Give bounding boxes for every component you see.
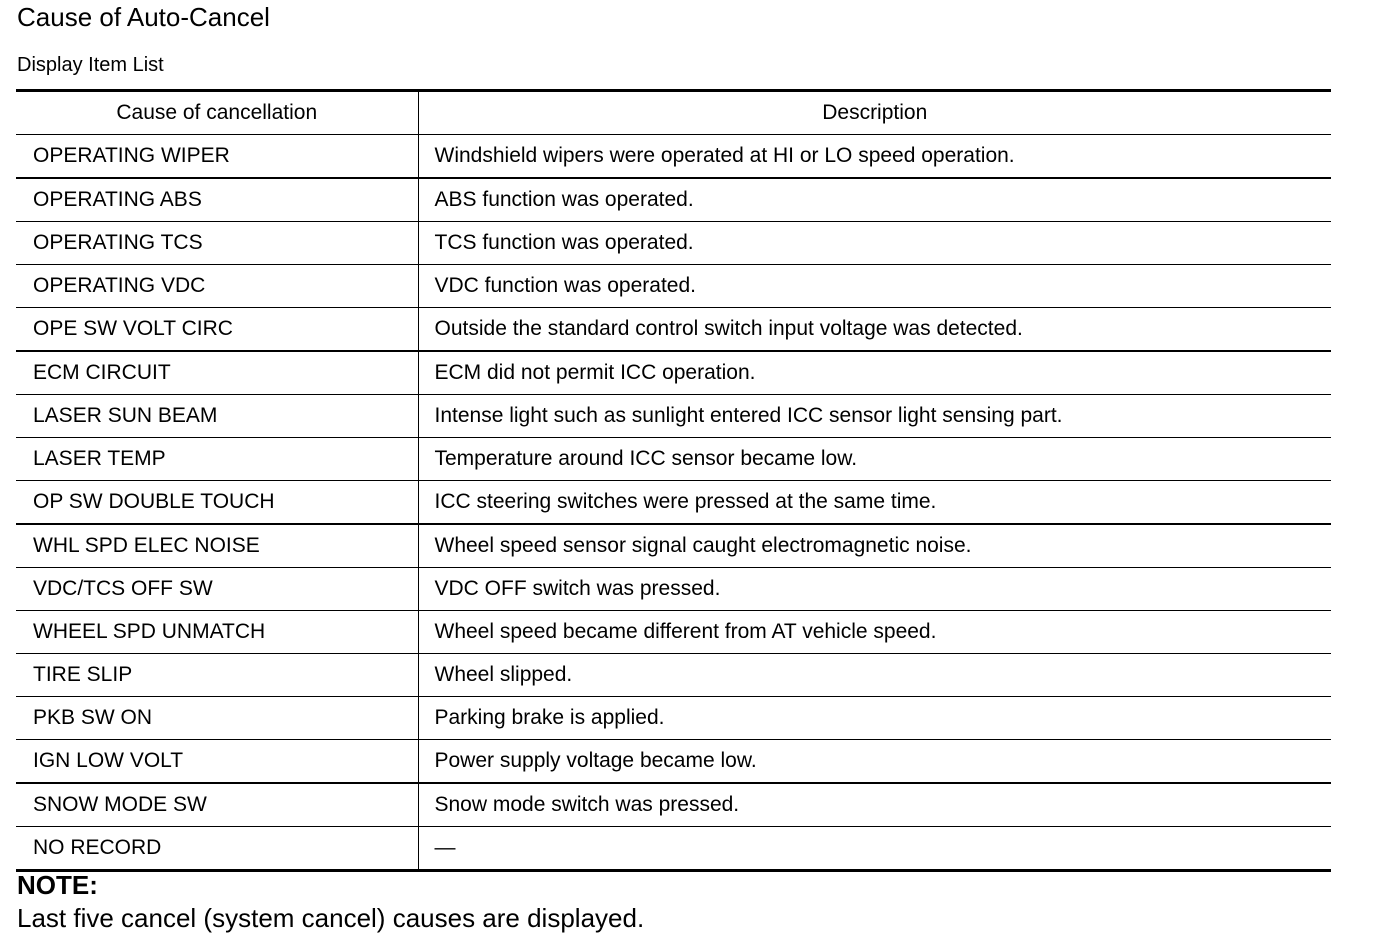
- description-cell: —: [418, 827, 1331, 871]
- display-item-table: [16, 89, 1331, 872]
- cause-cell: LASER TEMP: [16, 438, 418, 481]
- description-cell: Wheel speed sensor signal caught electromagnetic noise.: [418, 524, 1331, 568]
- cause-cell: SNOW MODE SW: [16, 783, 418, 827]
- description-cell: ECM did not permit ICC operation.: [418, 351, 1331, 395]
- description-cell: ABS function was operated.: [418, 178, 1331, 222]
- cause-cell: PKB SW ON: [16, 697, 418, 740]
- table-row: [16, 783, 1331, 827]
- table-row: [16, 135, 1331, 179]
- table-row: [16, 178, 1331, 222]
- table-row: [16, 438, 1331, 481]
- table-row: [16, 265, 1331, 308]
- table-row: [16, 697, 1331, 740]
- description-cell: Outside the standard control switch input voltage was detected.: [418, 308, 1331, 352]
- description-cell: Power supply voltage became low.: [418, 740, 1331, 784]
- description-cell: Windshield wipers were operated at HI or LO speed operation.: [418, 135, 1331, 179]
- description-cell: ICC steering switches were pressed at the same time.: [418, 481, 1331, 525]
- cause-cell: OPERATING VDC: [16, 265, 418, 308]
- table-header-row: [16, 91, 1331, 135]
- cause-cell: OPE SW VOLT CIRC: [16, 308, 418, 352]
- table-row: [16, 308, 1331, 352]
- description-cell: Intense light such as sunlight entered ICC sensor light sensing part.: [418, 395, 1331, 438]
- table-row: [16, 222, 1331, 265]
- description-cell: Parking brake is applied.: [418, 697, 1331, 740]
- column-header-description: Description: [418, 91, 1331, 135]
- description-cell: Temperature around ICC sensor became low.: [418, 438, 1331, 481]
- cause-cell: ECM CIRCUIT: [16, 351, 418, 395]
- page-title: Cause of Auto-Cancel: [17, 2, 270, 32]
- table-row: [16, 524, 1331, 568]
- section-subtitle: Display Item List: [17, 54, 164, 76]
- note-title: NOTE:: [17, 870, 98, 900]
- description-cell: Wheel speed became different from AT vehicle speed.: [418, 611, 1331, 654]
- cause-cell: OPERATING TCS: [16, 222, 418, 265]
- cause-cell: WHL SPD ELEC NOISE: [16, 524, 418, 568]
- description-cell: Snow mode switch was pressed.: [418, 783, 1331, 827]
- table-row: [16, 827, 1331, 871]
- description-cell: VDC OFF switch was pressed.: [418, 568, 1331, 611]
- table-row: [16, 351, 1331, 395]
- cause-cell: OPERATING ABS: [16, 178, 418, 222]
- description-cell: VDC function was operated.: [418, 265, 1331, 308]
- cause-cell: OPERATING WIPER: [16, 135, 418, 179]
- column-header-cause: Cause of cancellation: [16, 91, 418, 135]
- note-text: Last five cancel (system cancel) causes are displayed.: [17, 903, 645, 933]
- description-cell: Wheel slipped.: [418, 654, 1331, 697]
- cause-cell: IGN LOW VOLT: [16, 740, 418, 784]
- table-row: [16, 740, 1331, 784]
- cause-cell: VDC/TCS OFF SW: [16, 568, 418, 611]
- cause-cell: OP SW DOUBLE TOUCH: [16, 481, 418, 525]
- cause-cell: NO RECORD: [16, 827, 418, 871]
- table-row: [16, 395, 1331, 438]
- cause-cell: TIRE SLIP: [16, 654, 418, 697]
- table-row: [16, 481, 1331, 525]
- table-row: [16, 568, 1331, 611]
- cause-cell: LASER SUN BEAM: [16, 395, 418, 438]
- cause-cell: WHEEL SPD UNMATCH: [16, 611, 418, 654]
- description-cell: TCS function was operated.: [418, 222, 1331, 265]
- table-row: [16, 611, 1331, 654]
- table-row: [16, 654, 1331, 697]
